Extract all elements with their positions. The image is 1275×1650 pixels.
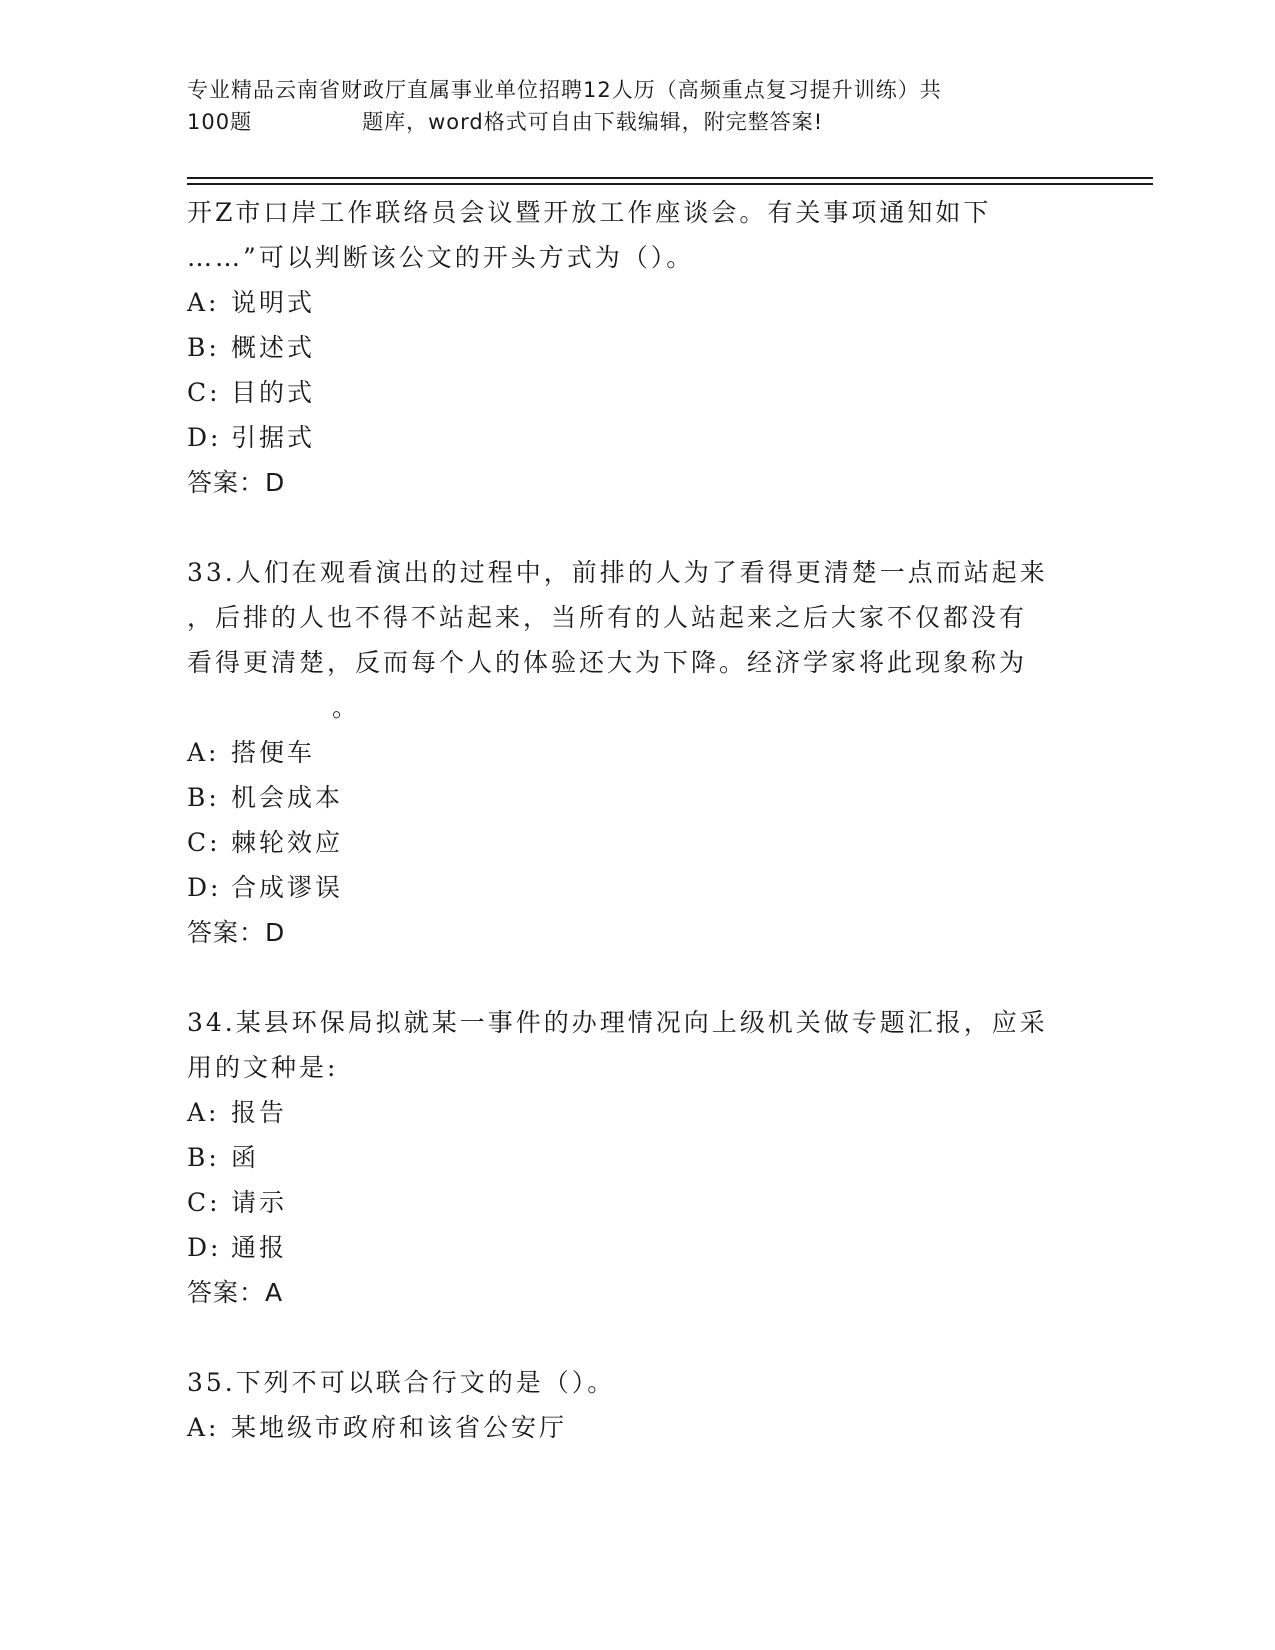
question-stem	[187, 1360, 1087, 1405]
option-text: 棘轮效应	[231, 828, 344, 857]
option-c	[187, 820, 1087, 865]
stem-line: 看得更清楚，反而每个人的体验还大为下降。经济学家将此现象称为	[187, 648, 1028, 677]
option-text: 某地级市政府和该省公安厅	[231, 1413, 568, 1442]
question-stem	[187, 1000, 1087, 1090]
question-stem	[187, 550, 1087, 685]
document-header	[187, 74, 1087, 138]
header-description: 题库，word格式可自由下载编辑，附完整答案!	[362, 110, 824, 134]
fill-blank-line: 。	[332, 693, 358, 722]
option-a	[187, 1090, 1087, 1135]
stem-line: ……”可以判断该公文的开头方式为（）。	[187, 243, 695, 272]
header-divider-top	[187, 177, 1153, 179]
spacer	[187, 1315, 1087, 1360]
option-text: 函	[231, 1143, 260, 1172]
answer-line: 答案：D	[187, 468, 286, 497]
option-text: 概述式	[231, 333, 316, 362]
answer-line: 答案：D	[187, 918, 286, 947]
option-text: 说明式	[231, 288, 316, 317]
option-key: A:	[187, 1413, 220, 1442]
option-b	[187, 775, 1087, 820]
header-divider-bottom	[187, 183, 1153, 185]
option-key: C:	[187, 828, 221, 857]
question-34	[187, 1000, 1087, 1315]
answer-line: 答案：A	[187, 1278, 284, 1307]
option-key: B:	[187, 333, 220, 362]
question-33	[187, 550, 1087, 955]
header-title-line-2	[187, 106, 1087, 138]
option-key: B:	[187, 783, 220, 812]
option-key: B:	[187, 1143, 220, 1172]
option-key: A:	[187, 738, 220, 767]
option-text: 机会成本	[231, 783, 344, 812]
option-text: 引据式	[231, 423, 316, 452]
option-text: 目的式	[231, 378, 316, 407]
option-a	[187, 730, 1087, 775]
option-d	[187, 415, 1087, 460]
option-key: D:	[187, 1233, 222, 1262]
stem-line: 用的文种是:	[187, 1053, 339, 1082]
stem-line: 35.下列不可以联合行文的是（）。	[187, 1368, 616, 1397]
stem-line: 33.人们在观看演出的过程中，前排的人为了看得更清楚一点而站起来	[187, 558, 1048, 587]
option-key: D:	[187, 873, 222, 902]
header-count: 100题	[187, 110, 253, 134]
header-title-line-1: 专业精品云南省财政厅直属事业单位招聘12人历（高频重点复习提升训练）共	[187, 78, 942, 102]
option-b	[187, 325, 1087, 370]
option-c	[187, 1180, 1087, 1225]
question-stem	[187, 190, 1087, 280]
stem-line: ，后排的人也不得不站起来，当所有的人站起来之后大家不仅都没有	[187, 603, 1028, 632]
spacer	[187, 505, 1087, 550]
option-text: 搭便车	[231, 738, 316, 767]
option-key: A:	[187, 288, 220, 317]
option-a	[187, 1405, 1087, 1450]
option-text: 报告	[231, 1098, 288, 1127]
question-35	[187, 1360, 1087, 1450]
question-list	[187, 190, 1087, 1450]
stem-line: 开Z市口岸工作联络员会议暨开放工作座谈会。有关事项通知如下	[187, 198, 992, 227]
option-a	[187, 280, 1087, 325]
option-key: D:	[187, 423, 222, 452]
spacer	[187, 955, 1087, 1000]
option-b	[187, 1135, 1087, 1180]
stem-line: 34.某县环保局拟就某一事件的办理情况向上级机关做专题汇报，应采	[187, 1008, 1048, 1037]
option-text: 通报	[231, 1233, 288, 1262]
option-key: C:	[187, 378, 221, 407]
option-c	[187, 370, 1087, 415]
option-key: C:	[187, 1188, 221, 1217]
option-text: 合成谬误	[231, 873, 344, 902]
option-text: 请示	[231, 1188, 288, 1217]
option-d	[187, 1225, 1087, 1270]
option-key: A:	[187, 1098, 220, 1127]
option-d	[187, 865, 1087, 910]
question-32	[187, 190, 1087, 505]
